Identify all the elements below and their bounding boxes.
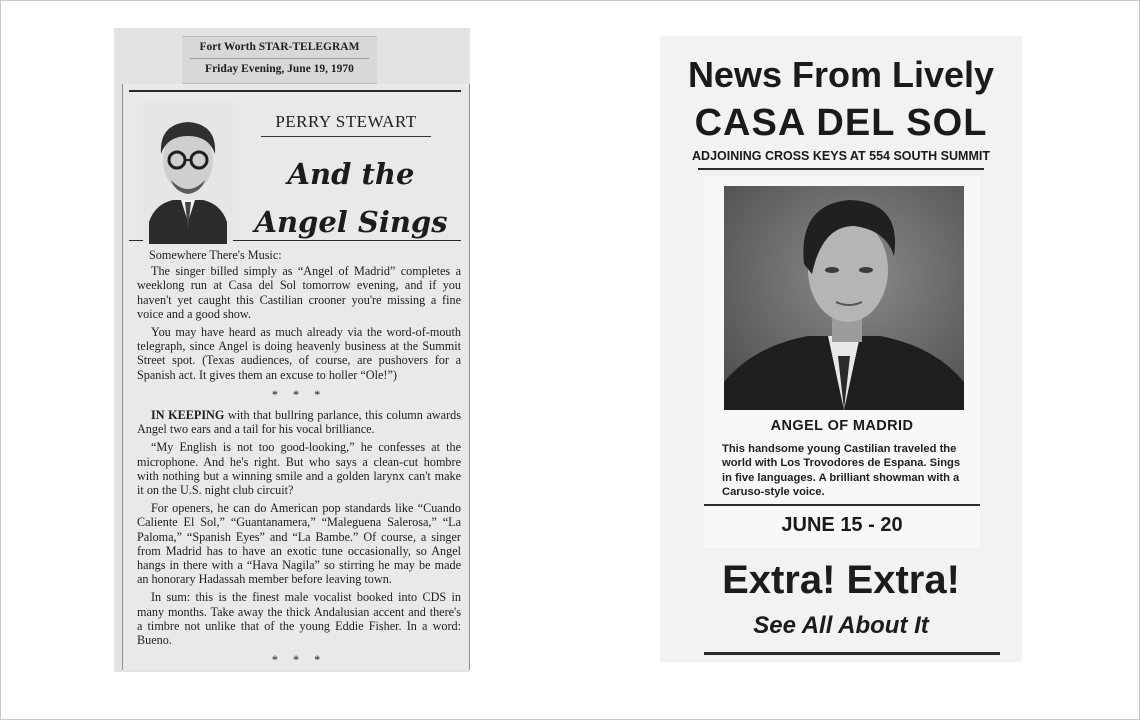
section-divider: * * * [271,387,327,402]
article-paragraph: You may have heard as much already via the word-of-mouth telegraph, since Angel is doing heavenly business at the Summit Street spot. (Texas audiences, of course, are pushovers for a Spanish act. It gives them an excuse to holler “Ole!”) [137,325,461,382]
byline: PERRY STEWART [275,112,417,131]
article-header [129,90,461,241]
flyer-title-line-1: News From Lively [687,54,995,95]
performer-photo [724,186,964,410]
performer-name: ANGEL OF MADRID [770,418,914,434]
columnist-photo [143,102,233,244]
newspaper-clipping [114,28,470,672]
performer-box [704,176,980,548]
run-in-text: with that bullring parlance, this column awards Angel two ears and a tail for his vocal brilliance. [137,408,461,437]
end-divider: * * * [271,653,327,668]
flyer-title-line-2: CASA DEL SOL [694,102,988,144]
extra-headline: Extra! Extra! [722,558,960,602]
article-lead: Somewhere There's Music: [149,248,282,262]
run-in-head: IN KEEPING [151,408,225,423]
headline-line-1: And the [287,157,415,191]
masthead-date: Friday Evening, June 19, 1970 [205,63,354,75]
article-paragraph: “My English is not too good-looking,” he confesses at the microphone. And he's right. But who says a clean-cut hombre with nothing but a winning smile and a golden larynx can't make it on the U.S. night club circuit? [137,440,461,498]
see-all-tagline: See All About It [753,612,929,639]
article-paragraph: For openers, he can do American pop standards like “Cuando Caliente El Sol,” “Guantanamera,” “Maleguena Salerosa,” “La Paloma,” “Spanish Eyes” and “La Bambe.” Of course, a singer from Madrid has to have an exotic tune occasionally, so Angel hangs in there with a “Hava Nagila” so stirring he may be made an honorary Hadassah member before leaving town. [137,501,461,587]
performer-description: This handsome young Castilian traveled the world with Los Trovodores de Espana. Sings in five languages. A brilliant showman with a Caruso-style voice. [722,443,961,499]
article-paragraph [137,408,461,436]
article-body [137,248,461,673]
casa-del-sol-flyer [660,36,1022,662]
headline-line-2: Angel Sings [254,205,448,239]
date-rule [704,504,980,506]
headline [239,150,463,246]
article-paragraph: In sum: this is the finest male vocalist booked into CDS in many months. Take away the thick Andalusian accent and there's a timbre not unlike that of the young Eddie Fisher. In a word: Bueno. [137,590,461,648]
article-paragraph: The singer billed simply as “Angel of Madrid” completes a weeklong run at Casa del Sol tomorrow evening, and if you haven't yet caught this Castilian crooner you're missing a fine voice and a good show. [137,264,461,321]
flyer-rule-top [698,168,984,170]
flyer-subtitle: ADJOINING CROSS KEYS AT 554 SOUTH SUMMIT [692,149,990,163]
byline-rule [261,136,431,137]
engagement-dates: JUNE 15 - 20 [781,514,903,536]
article-column [122,84,470,670]
masthead [182,36,377,84]
flyer-rule-bottom [704,652,1000,655]
masthead-paper: Fort Worth STAR-TELEGRAM [199,41,360,53]
